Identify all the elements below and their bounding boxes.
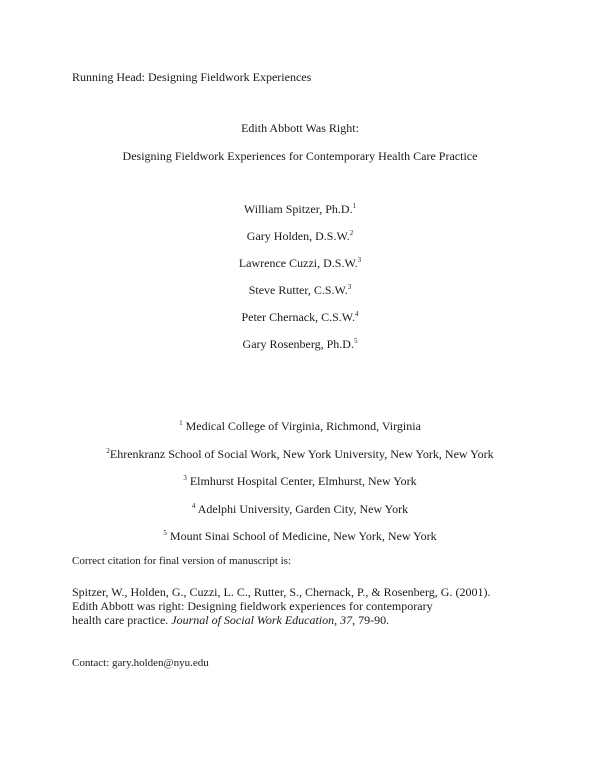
author-sup: 4 bbox=[355, 310, 359, 318]
running-head: Running Head: Designing Fieldwork Experiences bbox=[72, 70, 312, 84]
affiliation-4 bbox=[0, 502, 600, 517]
citation-reference bbox=[72, 585, 542, 627]
author-name: Gary Rosenberg, Ph.D. bbox=[242, 337, 354, 351]
author-4 bbox=[0, 283, 600, 298]
citation-line-2: Edith Abbott was right: Designing fieldwork experiences for contemporary bbox=[72, 599, 433, 613]
affiliation-sup: 1 bbox=[179, 419, 183, 427]
affiliation-text: Medical College of Virginia, Richmond, Virginia bbox=[182, 419, 421, 433]
author-2 bbox=[0, 229, 600, 244]
affiliation-text: Ehrenkranz School of Social Work, New York University, New York, New York bbox=[109, 447, 494, 461]
title-line-2: Designing Fieldwork Experiences for Contemporary Health Care Practice bbox=[122, 149, 478, 163]
author-sup: 2 bbox=[349, 229, 354, 237]
affiliation-2 bbox=[0, 447, 600, 462]
author-6 bbox=[0, 337, 600, 352]
author-5 bbox=[0, 310, 600, 325]
affiliation-5 bbox=[0, 529, 600, 544]
author-sup: 5 bbox=[353, 337, 358, 345]
affiliation-text: Mount Sinai School of Medicine, New York, New York bbox=[166, 529, 437, 543]
affiliation-text: Adelphi University, Garden City, New York bbox=[195, 502, 409, 516]
citation-line-3-text: health care practice. bbox=[72, 613, 172, 627]
citation-line-1: Spitzer, W., Holden, G., Cuzzi, L. C., Rutter, S., Chernack, P., & Rosenberg, G. (2001). bbox=[72, 585, 491, 599]
affiliation-1 bbox=[0, 419, 600, 434]
affiliation-sup: 5 bbox=[163, 529, 167, 537]
author-name: Steve Rutter, C.S.W. bbox=[248, 283, 348, 297]
author-name: Gary Holden, D.S.W. bbox=[246, 229, 350, 243]
author-sup: 1 bbox=[352, 202, 357, 210]
author-1 bbox=[0, 202, 600, 217]
author-name: Lawrence Cuzzi, D.S.W. bbox=[238, 256, 358, 270]
contact-line: Contact: gary.holden@nyu.edu bbox=[72, 657, 209, 669]
affiliation-3 bbox=[0, 474, 600, 489]
author-name: Peter Chernack, C.S.W. bbox=[241, 310, 356, 324]
title-line-1: Edith Abbott Was Right: bbox=[241, 121, 359, 135]
author-sup: 3 bbox=[347, 283, 352, 291]
affiliation-sup: 4 bbox=[191, 502, 196, 510]
author-3 bbox=[0, 256, 600, 271]
author-name: William Spitzer, Ph.D. bbox=[243, 202, 353, 216]
citation-pages: 79-90. bbox=[355, 613, 390, 627]
affiliation-text: Elmhurst Hospital Center, Elmhurst, New York bbox=[186, 474, 417, 488]
journal-name: Journal of Social Work Education, 37, bbox=[171, 613, 356, 627]
affiliation-sup: 3 bbox=[183, 474, 187, 482]
citation-line-3 bbox=[72, 613, 542, 627]
citation-intro: Correct citation for final version of manuscript is: bbox=[72, 555, 292, 567]
author-sup: 3 bbox=[357, 256, 362, 264]
affiliation-sup: 2 bbox=[106, 447, 110, 455]
